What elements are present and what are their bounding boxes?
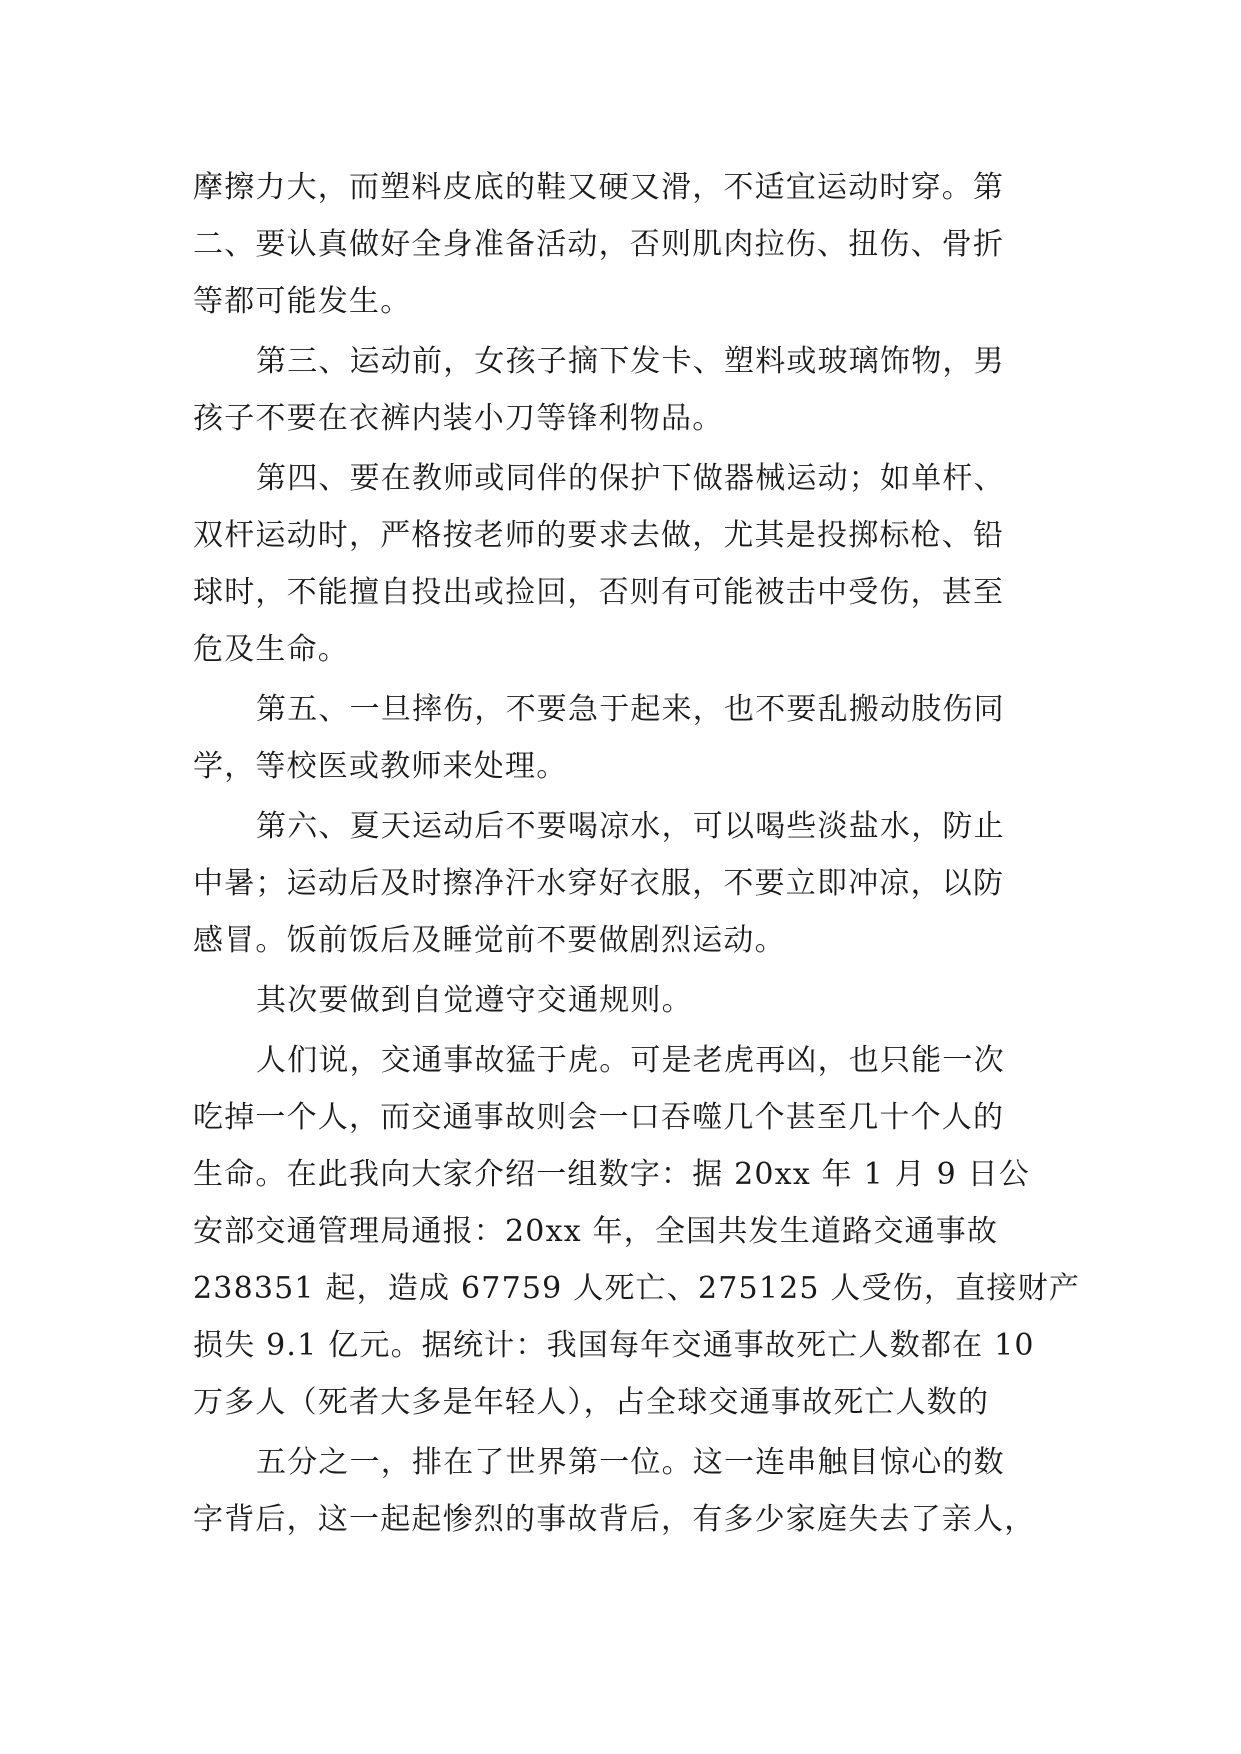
text-line: 危及生命。 [193, 632, 349, 667]
text-line: 万多人（死者大多是年轻人），占全球交通事故死亡人数的 [193, 1385, 990, 1420]
text-line: 摩擦力大，而塑料皮底的鞋又硬又滑，不适宜运动时穿。第 [193, 170, 1005, 205]
text-line: 等都可能发生。 [193, 284, 412, 319]
text-line: 第六、夏天运动后不要喝凉水，可以喝些淡盐水，防止 [256, 809, 1005, 844]
text-line: 双杆运动时，严格按老师的要求去做，尤其是投掷标枪、铅 [193, 518, 1005, 553]
text-line: 第三、运动前，女孩子摘下发卡、塑料或玻璃饰物，男 [256, 344, 1005, 379]
text-line: 五分之一，排在了世界第一位。这一连串触目惊心的数 [256, 1445, 1005, 1480]
text-line: 238351 起，造成 67759 人死亡、275125 人受伤，直接财产 [193, 1271, 1081, 1306]
text-line: 球时，不能擅自投出或捡回，否则有可能被击中受伤，甚至 [193, 575, 1005, 610]
text-line: 感冒。饭前饭后及睡觉前不要做剧烈运动。 [193, 923, 786, 958]
text-line: 人们说，交通事故猛于虎。可是老虎再凶，也只能一次 [256, 1043, 1005, 1078]
text-line: 第五、一旦摔伤，不要急于起来，也不要乱搬动肢伤同 [256, 692, 1005, 727]
text-line: 学，等校医或教师来处理。 [193, 749, 568, 784]
text-line: 中暑；运动后及时擦净汗水穿好衣服，不要立即冲凉，以防 [193, 866, 1005, 901]
text-line: 二、要认真做好全身准备活动，否则肌肉拉伤、扭伤、骨折 [193, 227, 1005, 262]
text-line: 其次要做到自觉遵守交通规则。 [256, 983, 693, 1018]
text-line: 第四、要在教师或同伴的保护下做器械运动；如单杆、 [256, 461, 1005, 496]
text-line: 孩子不要在衣裤内装小刀等锋利物品。 [193, 401, 724, 436]
text-line: 安部交通管理局通报：20xx 年，全国共发生道路交通事故 [193, 1214, 999, 1249]
text-line: 吃掉一个人，而交通事故则会一口吞噬几个甚至几十个人的 [193, 1100, 1005, 1135]
text-line: 生命。在此我向大家介绍一组数字：据 20xx 年 1 月 9 日公 [193, 1157, 1031, 1192]
text-line: 损失 9.1 亿元。据统计：我国每年交通事故死亡人数都在 10 [193, 1328, 1035, 1363]
text-line: 字背后，这一起起惨烈的事故背后，有多少家庭失去了亲人， [193, 1502, 1036, 1537]
